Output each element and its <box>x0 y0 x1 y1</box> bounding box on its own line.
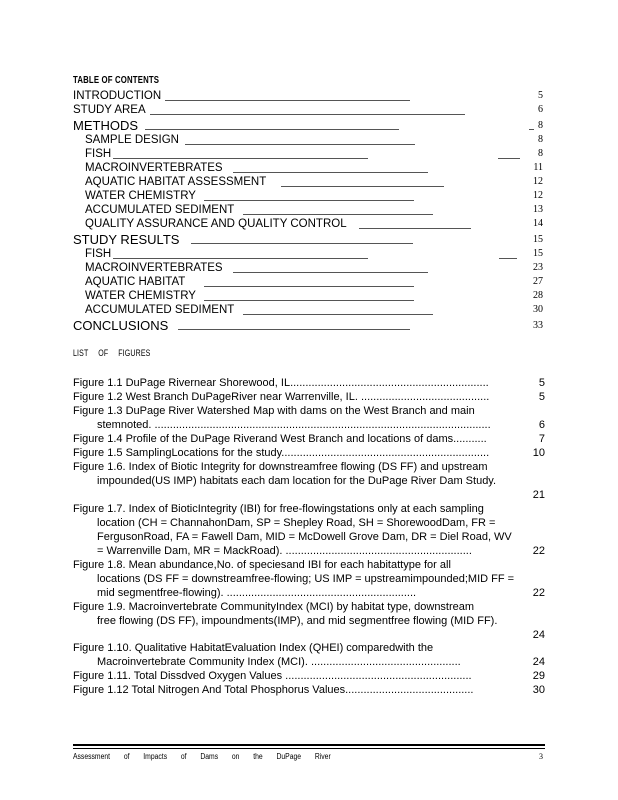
toc-entry-page: 6 <box>538 104 543 115</box>
figure-entry-text: Figure 1.9. Macroinvertebrate CommunityIndex (MCI) by habitat type, downstream <box>73 601 475 613</box>
figure-entry-continuation: free flowing (DS FF), impoundments(IMP), and mid segmentfree flowing (MID FF). <box>97 615 498 627</box>
leader-line <box>233 272 428 273</box>
leader-line <box>145 129 399 130</box>
toc-heading: TABLE OF CONTENTS <box>73 75 160 86</box>
figure-entry-text: Figure 1.11. Total Dissdved Oxygen Values ............................................................. <box>73 670 472 682</box>
figure-entry[interactable] <box>73 446 545 460</box>
leader-line <box>204 286 414 287</box>
toc-entry-label: MACROINVERTEBRATES <box>85 262 223 274</box>
toc-entry-page: 23 <box>533 262 543 273</box>
leader-line <box>113 158 368 159</box>
toc-entry-page: 15 <box>533 234 543 245</box>
toc-entry[interactable] <box>73 147 543 161</box>
figure-entry-page: 22 <box>532 587 545 599</box>
figure-entry[interactable] <box>73 376 545 390</box>
toc-entry-page: 11 <box>533 162 543 173</box>
figures-heading: LIST OF FIGURES <box>73 348 151 358</box>
leader-line <box>204 300 414 301</box>
toc-entry-page: 8 <box>538 120 543 131</box>
toc-entry[interactable] <box>73 203 543 217</box>
toc-entry-label: ACCUMULATED SEDIMENT <box>85 304 235 316</box>
figure-entry[interactable] <box>73 502 545 558</box>
toc-entry-page: 12 <box>533 190 543 201</box>
figure-entry-continuation: Macroinvertebrate Community Index (MCI). ................................................. <box>97 656 461 668</box>
figure-entry-text: Figure 1.4 Profile of the DuPage Riverand West Branch and locations of dams........... <box>73 433 487 445</box>
toc-entry-page: 14 <box>533 218 543 229</box>
toc-entry[interactable] <box>73 189 543 203</box>
page-footer <box>73 752 545 761</box>
toc-entry-label: STUDY RESULTS <box>73 232 180 247</box>
toc-entry[interactable] <box>73 232 543 247</box>
figure-entry-page: 5 <box>538 377 545 389</box>
toc-entry-page: 28 <box>533 290 543 301</box>
toc-entry-label: INTRODUCTION <box>73 90 162 102</box>
figure-entry-text: Figure 1.3 DuPage River Watershed Map with dams on the West Branch and main <box>73 405 475 417</box>
figure-entry-text: Figure 1.6. Index of Biotic Integrity for downstreamfree flowing (DS FF) and upstream <box>73 461 488 473</box>
toc-entry-page: 30 <box>533 304 543 315</box>
figure-entry-text: Figure 1.2 West Branch DuPageRiver near Warrenville, IL. .......................................... <box>73 391 490 403</box>
toc-entry[interactable] <box>73 118 543 133</box>
toc-entry[interactable] <box>73 103 543 117</box>
figure-entry-text: Figure 1.12 Total Nitrogen And Total Phosphorus Values.......................................... <box>73 684 474 696</box>
figure-entry[interactable] <box>73 600 545 642</box>
leader-line <box>233 172 428 173</box>
page-number: 3 <box>539 752 543 761</box>
figure-entry-page: 22 <box>532 545 545 557</box>
toc-entry-label: METHODS <box>73 118 138 133</box>
toc-entry-label: ACCUMULATED SEDIMENT <box>85 204 235 216</box>
figure-entry-spacer <box>73 488 545 502</box>
toc-entry-label: AQUATIC HABITAT <box>85 276 186 288</box>
toc-entry[interactable] <box>73 133 543 147</box>
leader-line <box>150 114 465 115</box>
toc-entry-page: 13 <box>533 204 543 215</box>
leader-line <box>113 258 368 259</box>
toc-entry-label: CONCLUSIONS <box>73 318 169 333</box>
toc-entry[interactable] <box>73 303 543 317</box>
toc-entry-label: WATER CHEMISTRY <box>85 190 196 202</box>
figure-entry-page: 5 <box>538 391 545 403</box>
figure-entry-text: Figure 1.8. Mean abundance,No. of speciesand IBI for each habitattype for all <box>73 559 451 571</box>
figure-entry-continuation: location (CH = ChannahonDam, SP = Shepley Road, SH = ShorewoodDam, FR = FergusonRoad, FA = Fawell Dam, MID = McDowell Grove Dam, DR = Diel Road, WV = Warrenville Dam, MR = MackRoad). ............................................................. <box>97 517 512 557</box>
toc-entry-label: SAMPLE DESIGN <box>85 134 179 146</box>
toc-entry[interactable] <box>73 161 543 175</box>
leader-line <box>178 329 410 330</box>
toc-entry[interactable] <box>73 247 543 261</box>
leader-line <box>359 228 471 229</box>
figure-entry[interactable] <box>73 683 545 697</box>
toc-entry-label: QUALITY ASSURANCE AND QUALITY CONTROL <box>85 218 347 230</box>
figure-entry-page: 6 <box>538 419 545 431</box>
toc-entry-page: 33 <box>533 320 543 331</box>
figure-entry[interactable] <box>73 669 545 683</box>
toc-entry[interactable] <box>73 175 543 189</box>
footer-rule <box>73 744 545 746</box>
toc-entry-label: AQUATIC HABITAT ASSESSMENT <box>85 176 267 188</box>
figure-entry[interactable] <box>73 432 545 446</box>
figure-entry[interactable] <box>73 404 545 432</box>
figure-entry-page: 24 <box>532 656 545 668</box>
leader-line <box>281 186 444 187</box>
toc-entry[interactable] <box>73 318 543 333</box>
toc-entry-page: 12 <box>533 176 543 187</box>
figure-entry-page: 30 <box>532 684 545 696</box>
figure-entry[interactable] <box>73 558 545 600</box>
figure-entry-page: 7 <box>538 433 545 445</box>
figure-entry-text: Figure 1.10. Qualitative HabitatEvaluation Index (QHEI) comparedwith the <box>73 642 434 654</box>
toc-entry[interactable] <box>73 275 543 289</box>
leader-line <box>243 214 433 215</box>
toc-entry-label: FISH <box>85 148 112 160</box>
toc-entry-page: 15 <box>533 248 543 259</box>
toc-entry-label: WATER CHEMISTRY <box>85 290 196 302</box>
toc-entry[interactable] <box>73 289 543 303</box>
footer-rule <box>73 748 545 749</box>
leader-line <box>498 158 520 159</box>
toc-entry-label: MACROINVERTEBRATES <box>85 162 223 174</box>
figure-entry-page: 10 <box>532 447 545 459</box>
figure-entry[interactable] <box>73 390 545 404</box>
leader-line <box>165 100 410 101</box>
leader-line <box>191 243 413 244</box>
figure-entry-continuation: stemnoted. .............................................................................................................. <box>97 419 491 431</box>
figure-entry-text: Figure 1.7. Index of BioticIntegrity (IBI) for free-flowingstations only at each sampling <box>73 503 484 515</box>
toc-entry-label: STUDY AREA <box>73 104 146 116</box>
leader-line <box>204 200 414 201</box>
toc-entry[interactable] <box>73 261 543 275</box>
toc-entry-page: 8 <box>538 148 543 159</box>
figure-entry[interactable] <box>73 641 545 669</box>
toc-entry-page: 27 <box>533 276 543 287</box>
toc-entry-page: 5 <box>538 90 543 101</box>
toc-entry-label: FISH <box>85 248 112 260</box>
figure-entry-continuation: impounded(US IMP) habitats each dam location for the DuPage River Dam Study. <box>97 475 497 487</box>
leader-line <box>243 314 433 315</box>
toc-entry[interactable] <box>73 89 543 103</box>
leader-line <box>529 129 534 130</box>
figure-entry[interactable] <box>73 460 545 502</box>
figure-entry-page: 24 <box>532 629 545 641</box>
figure-entry-text: Figure 1.1 DuPage Rivernear Shorewood, IL................................................................. <box>73 377 489 389</box>
figure-entry-spacer <box>73 628 545 642</box>
figure-entry-page: 21 <box>532 489 545 501</box>
figure-entry-text: Figure 1.5 SamplingLocations for the study.................................................................... <box>73 447 490 459</box>
toc-entry[interactable] <box>73 217 543 231</box>
figure-entry-continuation: locations (DS FF = downstreamfree-flowing; US IMP = upstreamimpounded;MID FF = mid segmentfree-flowing). .............................................................. <box>97 573 515 599</box>
leader-line <box>499 258 517 259</box>
toc-entry-page: 8 <box>538 134 543 145</box>
leader-line <box>185 144 415 145</box>
footer-title: Assessment of Impacts of Dams on the DuPage River <box>73 752 331 761</box>
figure-entry-page: 29 <box>532 670 545 682</box>
